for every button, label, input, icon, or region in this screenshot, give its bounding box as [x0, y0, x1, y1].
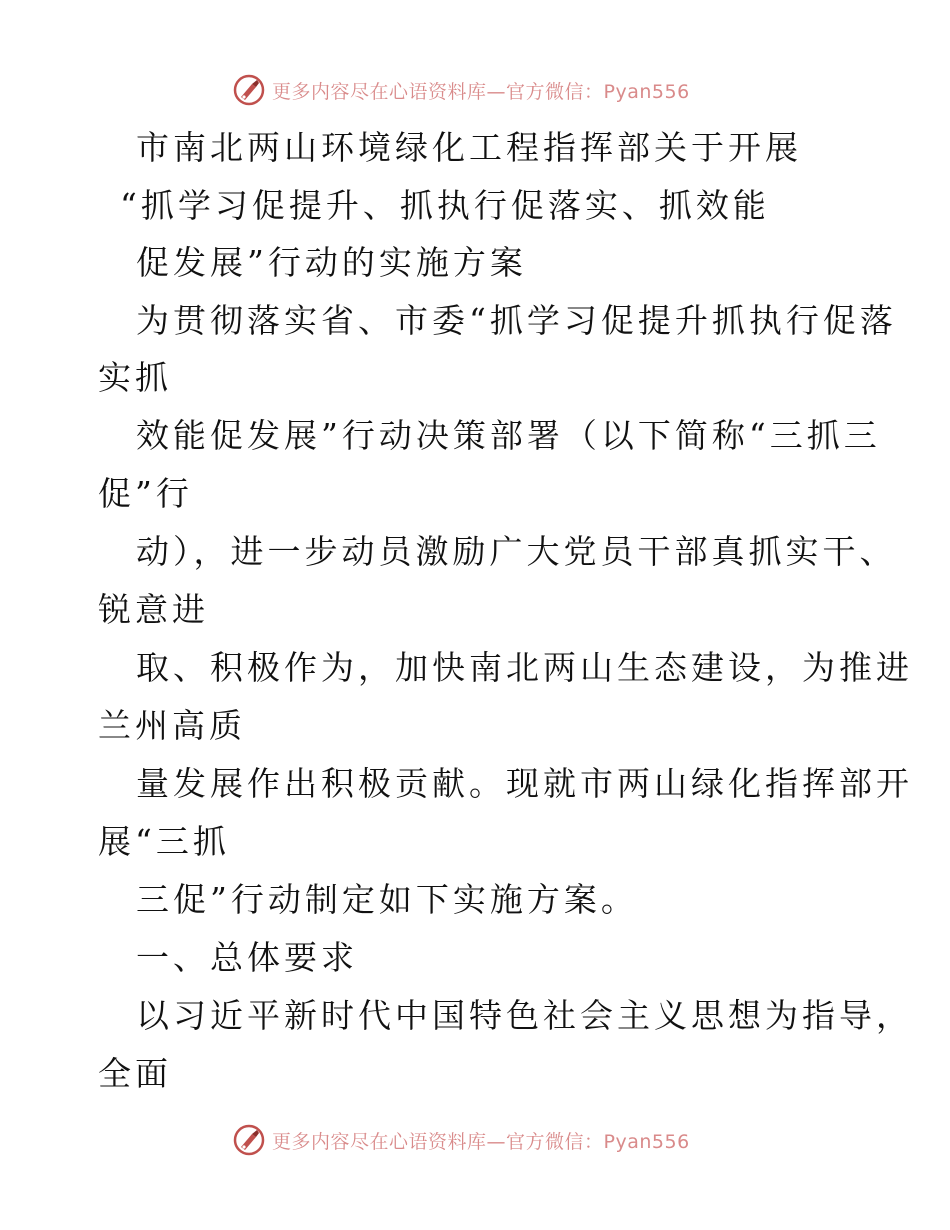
body-line-14: 全面 — [98, 1054, 172, 1093]
body-line-4: 促”行 — [98, 474, 193, 513]
watermark-text: 更多内容尽在心语资料库—官方微信：Pyan556 — [272, 80, 690, 103]
body-line-10: 展“三抓 — [98, 822, 230, 861]
section-heading-general-requirements: 一、总体要求 — [136, 938, 358, 977]
body-line-13: 以习近平新时代中国特色社会主义思想为指导， — [136, 996, 913, 1035]
body-line-7: 取、积极作为，加快南北两山生态建设，为推进 — [136, 648, 913, 687]
document-title-line-3: 促发展”行动的实施方案 — [136, 243, 527, 282]
pen-nib-logo-icon — [232, 1123, 266, 1157]
body-line-11: 三促”行动制定如下实施方案。 — [136, 880, 638, 919]
body-line-8: 兰州高质 — [98, 706, 246, 745]
document-title-line-1: 市南北两山环境绿化工程指挥部关于开展 — [136, 128, 802, 167]
body-line-5: 动），进一步动员激励广大党员干部真抓实干、 — [136, 532, 897, 571]
watermark-banner-top — [232, 72, 690, 108]
body-line-3: 效能促发展”行动决策部署（以下简称“三抓三 — [136, 416, 881, 455]
body-line-2: 实抓 — [98, 358, 172, 397]
pen-nib-logo-icon — [232, 73, 266, 107]
document-title-line-2: “抓学习促提升、抓执行促落实、抓效能 — [120, 186, 770, 225]
body-line-6: 锐意进 — [98, 590, 209, 629]
body-line-9: 量发展作出积极贡献。现就市两山绿化指挥部开 — [136, 764, 913, 803]
watermark-text: 更多内容尽在心语资料库—官方微信：Pyan556 — [272, 1130, 690, 1153]
body-line-1: 为贯彻落实省、市委“抓学习促提升抓执行促落 — [136, 301, 897, 340]
watermark-banner-bottom — [232, 1122, 690, 1158]
